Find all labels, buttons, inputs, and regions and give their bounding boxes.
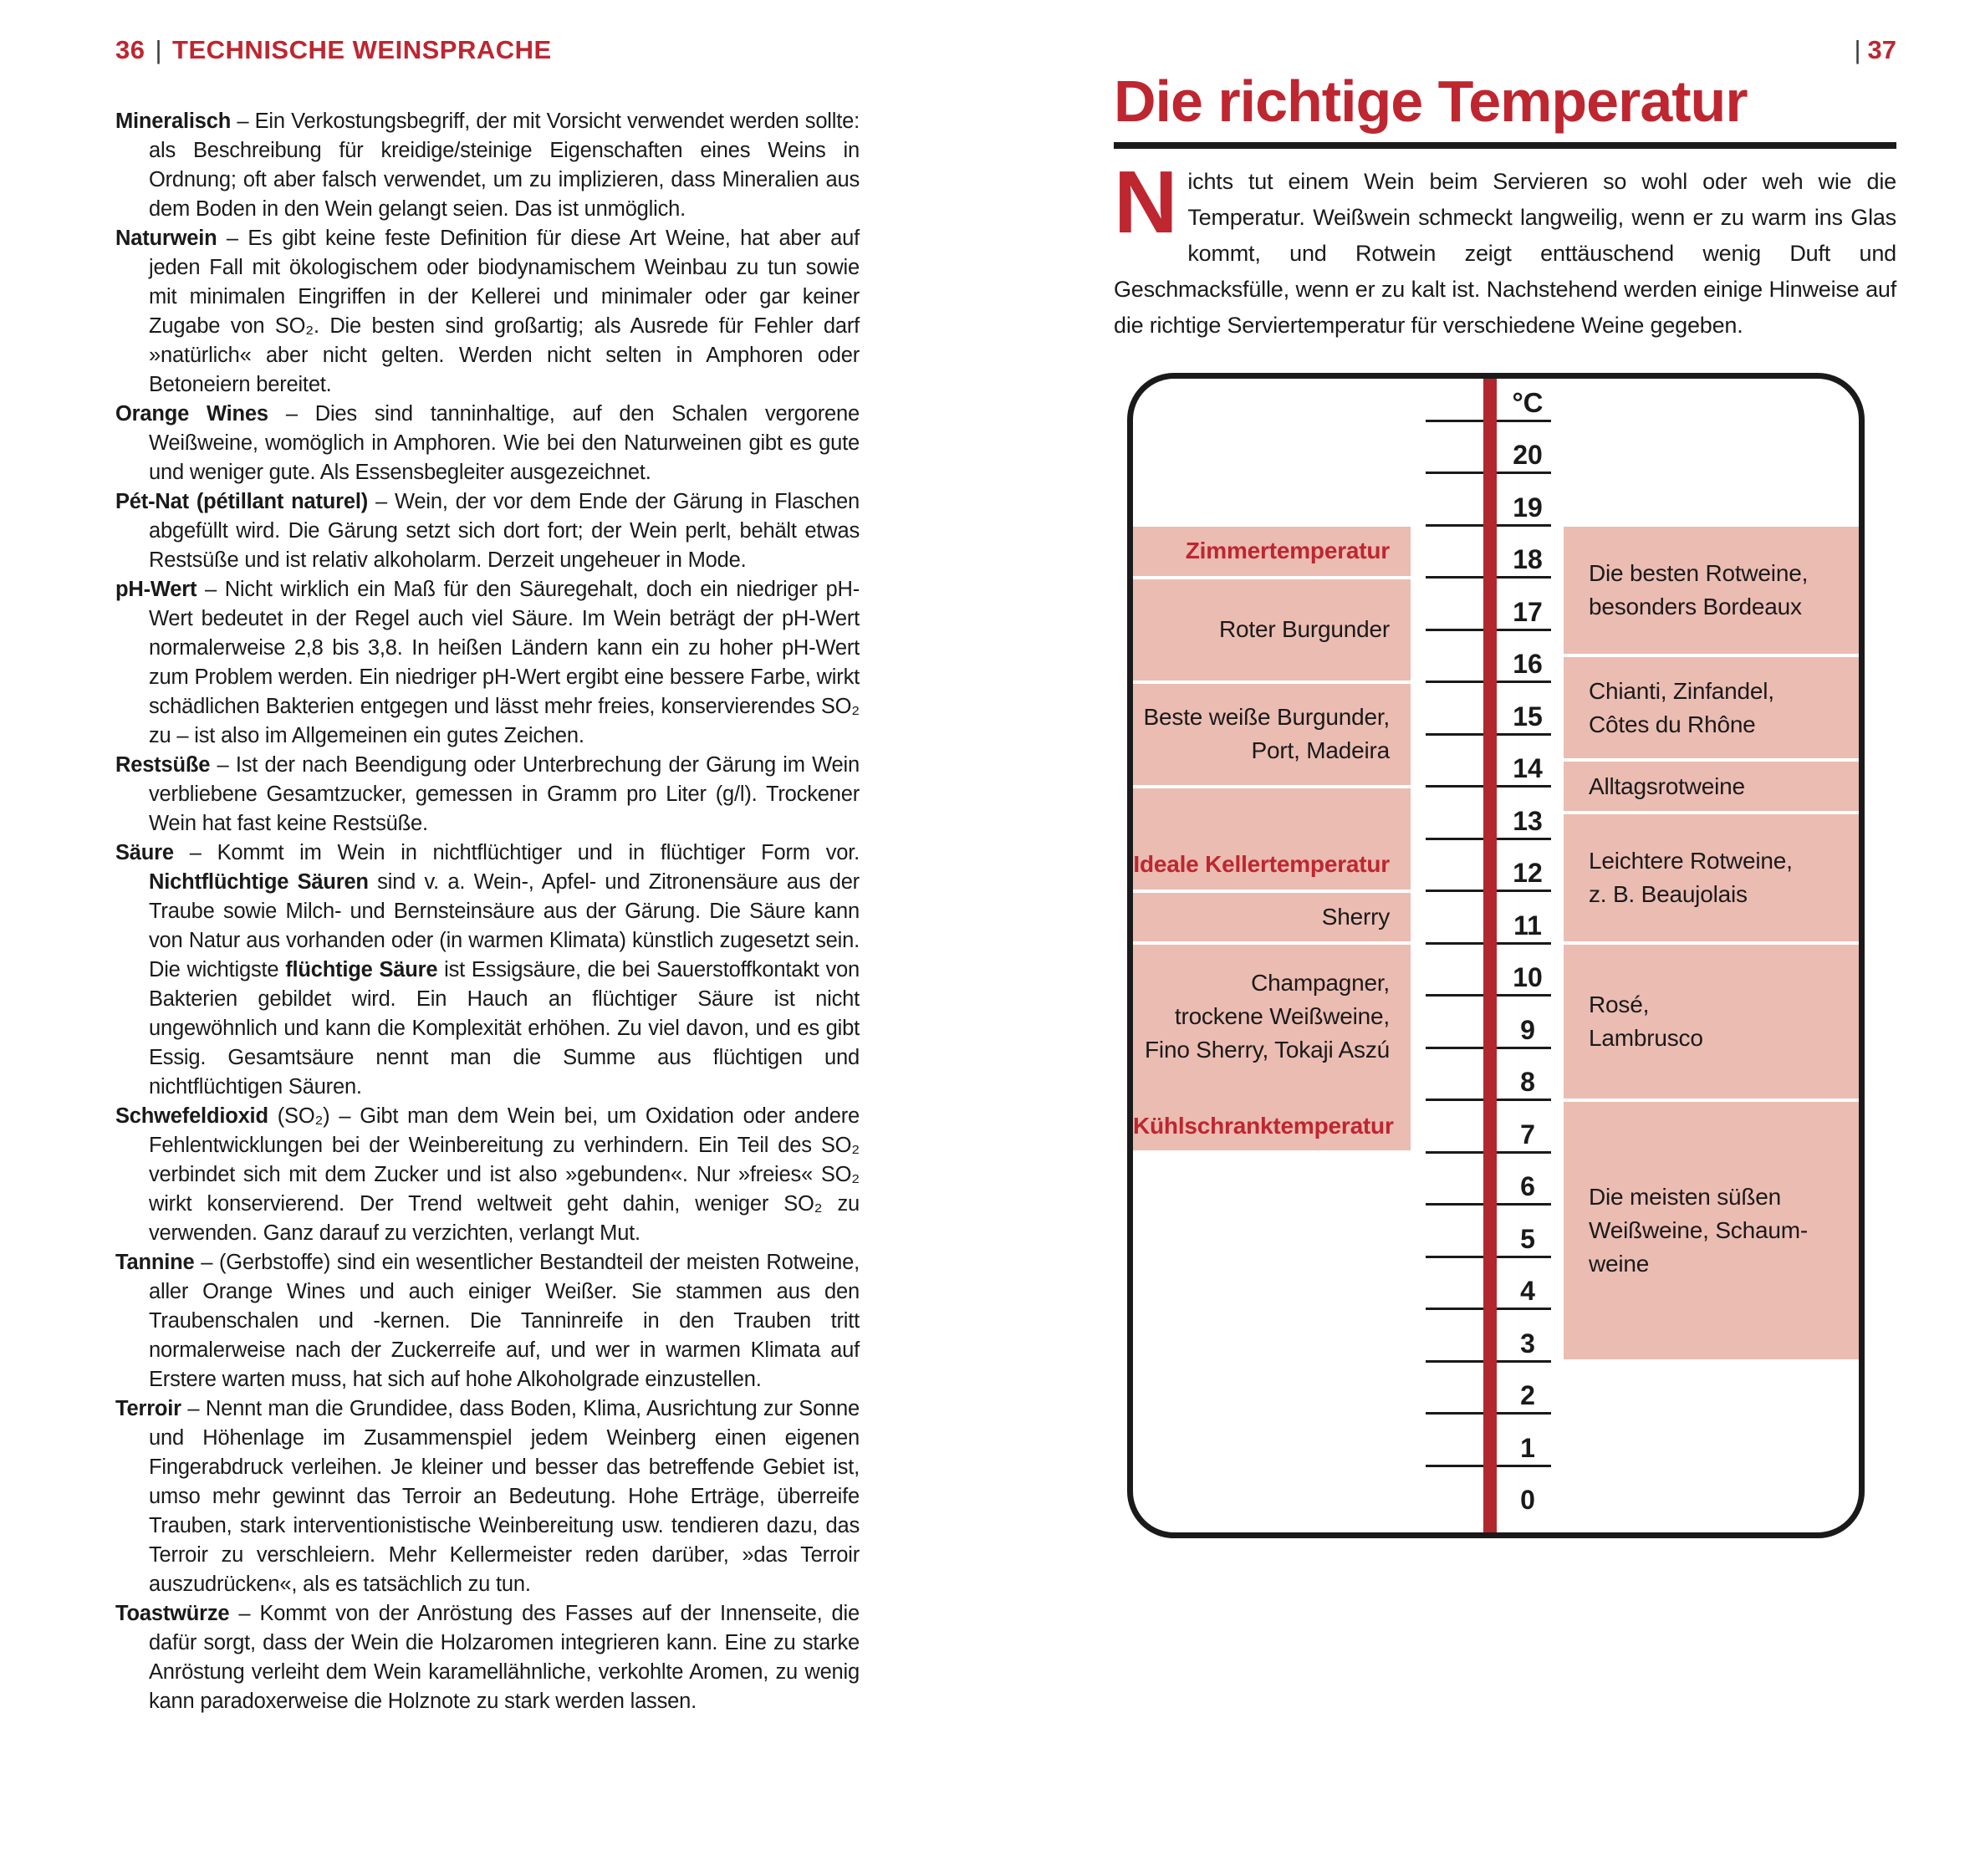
temperature-number: 12: [1513, 858, 1543, 889]
temperature-chart: [1127, 373, 1865, 1538]
glossary-entry: pH-Wert – Nicht wirklich ein Maß für den Säuregehalt, doch ein niedriger pH-Wert bedeutet in der Regel auch viel Säure. Im Wein beträgt der pH-Wert normalerweise 2,8 bis 3,8. In heißen Ländern kann ein zu hoher pH-Wert zum Problem werden. Ein niedriger pH-Wert ergibt eine bessere Farbe, wirkt schädlichen Bakterien entgegen und lässt mehr freies, konservierendes SO₂ zu – ist also im Allgemeinen ein gutes Zeichen.: [115, 578, 860, 747]
intro-text: ichts tut einem Wein beim Servieren so wohl oder weh wie die Temperatur. Weißwein schmeckt langweilig, wenn er zu warm ins Glas kommt, und Rotwein zeigt enttäuschend wenig Duft und Geschmacksfülle, wenn er zu kalt ist. Nachstehend werden einige Hinweise auf die richtige Serviertemperatur für verschiedene Weine gegeben.: [1114, 169, 1896, 338]
temperature-number: 11: [1513, 910, 1542, 941]
header-separator: |: [1854, 35, 1861, 64]
band-label: Sherry: [1321, 903, 1390, 930]
temperature-number: 5: [1520, 1223, 1535, 1254]
band-label: Die besten Rotweine, besonders Bordeaux: [1589, 560, 1809, 620]
temperature-number: 13: [1513, 805, 1543, 836]
band-label: Ideale Kellertemperatur: [1133, 851, 1390, 878]
title-underline: [1114, 142, 1896, 149]
temperature-number: 18: [1513, 544, 1543, 575]
page-title: Die richtige Temperatur: [1114, 69, 1748, 134]
header-separator: |: [155, 35, 163, 64]
glossary-entry: Pét-Nat (pétillant naturel) – Wein, der vor dem Ende der Gärung in Flaschen abgefüllt wird. Die Gärung setzt sich dort fort; der Wein perlt, behält etwas Restsüße und ist relativ alkoholarm. Derzeit ungeheuer in Mode.: [115, 490, 860, 572]
temperature-number: 7: [1520, 1119, 1535, 1150]
glossary-entry: Restsüße – Ist der nach Beendigung oder Unterbrechung der Gärung im Wein verbliebene Gesamtzucker, gemessen in Gramm pro Liter (g/l). Trockener Wein hat fast keine Restsüße.: [115, 753, 860, 835]
temperature-number: 2: [1520, 1380, 1535, 1411]
temperature-number: 16: [1513, 649, 1543, 680]
temperature-number: 14: [1513, 753, 1543, 784]
glossary-entry: Terroir – Nennt man die Grundidee, dass Boden, Klima, Ausrichtung zur Sonne und Höhenlage im Zusammenspiel jedem Weinberg einen eigenen Fingerabdruck verleihen. Je kleiner und besser das betreffende Gebiet ist, umso mehr gewinnt das Terroir an Bedeutung. Hohe Erträge, überreife Trauben, stark interventionistische Weinbereitung usw. tendieren dazu, das Terroir zu verschleiern. Mehr Kellermeister reden darüber, »das Terroir auszudrücken«, als es tatsächlich zu tun.: [115, 1397, 860, 1596]
glossary-entry: Säure – Kommt im Wein in nichtflüchtiger und in flüchtiger Form vor. Nichtflüchtige Säuren sind v. a. Wein-, Apfel- und Zitronensäure aus der Traube sowie Milch- und Bernsteinsäure aus der Gärung. Die Säure kann von Natur aus vorhanden oder (in warmen Klimata) künstlich zugesetzt sein. Die wichtigste flüchtige Säure ist Essigsäure, die bei Sauerstoffkontakt von Bakterien gebildet wird. Ein Hauch an flüchtiger Säure ist nicht ungewöhnlich und kann die Komplexität erhöhen. Zu viel davon, und es gibt Essig. Gesamtsäure nennt man die Summe aus flüchtigen und nichtflüchtigen Säuren.: [115, 841, 860, 1099]
temperature-number: 15: [1513, 701, 1543, 732]
band-label: Champagner, trockene Weißweine, Fino Sherry, Tokaji Aszú: [1145, 969, 1390, 1063]
temperature-number: 20: [1513, 440, 1543, 471]
temperature-number: 0: [1520, 1485, 1535, 1516]
band-label: Beste weiße Burgunder, Port, Madeira: [1143, 704, 1390, 763]
left-running-header: [115, 35, 552, 65]
glossary-entry: Orange Wines – Dies sind tanninhaltige, auf den Schalen vergorene Weißweine, womöglich in Amphoren. Wie bei den Naturweinen gibt es gute und weniger gute. Als Essensbegleiter ausgezeichnet.: [115, 402, 860, 484]
left-page-number: 36: [115, 35, 145, 64]
glossary-entry: Toastwürze – Kommt von der Anröstung des Fasses auf der Innenseite, die dafür sorgt, dass der Wein die Holzaromen integrieren kann. Eine zu starke Anröstung verleiht dem Wein karamellähnliche, verkohlte Aromen, zu wenig kann paradoxerweise die Holznote zu stark werden lassen.: [115, 1602, 860, 1713]
temperature-number: 8: [1520, 1067, 1535, 1098]
band-label: Alltagsrotweine: [1589, 772, 1745, 799]
temperature-number: 9: [1520, 1014, 1535, 1045]
right-running-header: [1854, 35, 1896, 65]
band-label: Die meisten süßen Weißweine, Schaum- weine: [1589, 1183, 1808, 1277]
right-page-number: 37: [1867, 35, 1896, 64]
glossary-entry: Naturwein – Es gibt keine feste Definition für diese Art Weine, hat aber auf jeden Fall mit ökologischem oder biodynamischem Weinbau zu tun sowie mit minimalen Eingriffen in der Kellerei und minimaler oder gar keiner Zugabe von SO₂. Die besten sind großartig; als Ausrede für Fehler darf »natürlich« aber nicht gelten. Werden nicht selten in Amphoren oder Betoneiern bereitet.: [115, 227, 860, 396]
temperature-number: 1: [1520, 1432, 1535, 1463]
left-header-title: TECHNISCHE WEINSPRACHE: [172, 35, 552, 64]
glossary-entries: [115, 107, 860, 1716]
band-label: Leichtere Rotweine, z. B. Beaujolais: [1589, 847, 1793, 907]
unit-label: °C: [1512, 387, 1544, 418]
band-label: Chianti, Zinfandel, Côtes du Rhône: [1589, 677, 1774, 737]
band-label: Roter Burgunder: [1218, 616, 1390, 642]
glossary-entry: Mineralisch – Ein Verkostungsbegriff, der mit Vorsicht verwendet werden sollte: als Beschreibung für kreidige/steinige Eigenschaften eines Weins in Ordnung; oft aber falsch verwendet, um zu implizieren, dass Mineralien aus dem Boden in den Wein gelangt seien. Das ist unmöglich.: [115, 110, 860, 221]
glossary-entry: Tannine – (Gerbstoffe) sind ein wesentlicher Bestandteil der meisten Rotweine, aller Orange Wines und auch einiger Weißer. Sie stammen aus den Traubenschalen und -kernen. Die Tanninreife in den Trauben tritt normalerweise nach der Zuckerreife auf, und wer in warmen Klimata auf Erstere warten muss, hat sich auf hohe Alkoholgrade einzustellen.: [115, 1251, 860, 1391]
temperature-number: 17: [1513, 596, 1543, 627]
temperature-number: 4: [1520, 1276, 1535, 1307]
band-label: Zimmertemperatur: [1185, 538, 1390, 564]
temperature-number: 3: [1520, 1328, 1535, 1359]
drop-cap: N: [1114, 153, 1178, 252]
temperature-number: 19: [1513, 492, 1543, 523]
intro-paragraph: [1114, 153, 1896, 344]
glossary-entry: Schwefeldioxid (SO₂) – Gibt man dem Wein bei, um Oxidation oder andere Fehlentwicklungen bei der Weinbereitung zu verhindern. Ein Teil des SO₂ verbindet sich mit dem Zucker und ist also »gebunden«. Nur »freies« SO₂ wirkt konservierend. Der Trend weltweit geht dahin, weniger SO₂ zu verwenden. Ganz darauf zu verzichten, verlangt Mut.: [115, 1104, 860, 1245]
band-label: Rosé, Lambrusco: [1589, 991, 1703, 1051]
temperature-number: 10: [1513, 962, 1543, 993]
band-label: Kühlschranktemperatur: [1133, 1112, 1394, 1139]
temperature-number: 6: [1520, 1171, 1535, 1202]
